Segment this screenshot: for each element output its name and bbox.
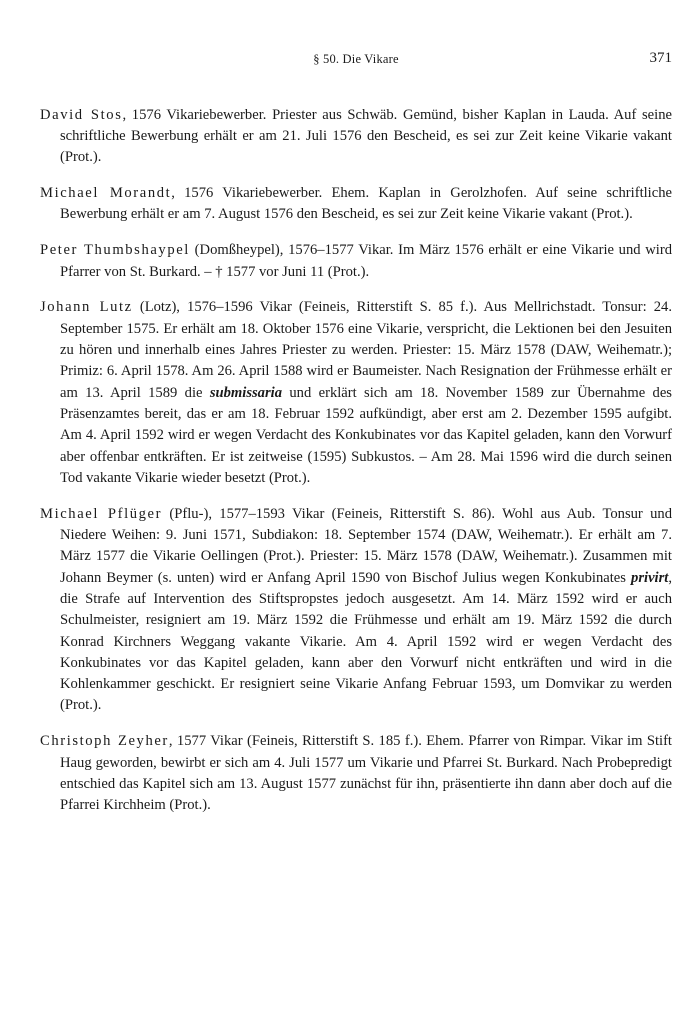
entry-michael-pflueger — [40, 504, 672, 717]
entry-text: (Domßheypel), 1576–1577 Vikar. Im März 1576 erhält er eine Vikarie und wird Pfarrer von St. Burkard. – † 1577 vor Juni 11 (Prot.). — [60, 242, 673, 280]
vicar-entries — [40, 90, 672, 829]
entry-johann-lutz — [40, 297, 672, 489]
entry-name: Michael Pflüger — [40, 505, 163, 522]
entry-christoph-zeyher — [40, 731, 672, 816]
entry-emphasis: submissaria — [209, 384, 283, 401]
entry-peter-thumbshaypel — [40, 240, 672, 283]
entry-text: , 1576 Vikariebewerber. Ehem. Kaplan in Gerolzhofen. Auf seine schriftliche Bewerbung erhält er am 7. August 1576 den Bescheid, es sei zur Zeit keine Vikarie vakant (Prot.). — [60, 185, 672, 223]
entry-david-stos — [40, 105, 672, 169]
entry-text: (Lotz), 1576–1596 Vikar (Feineis, Ritterstift S. 85 f.). Aus Mellrichstadt. Tonsur: 24. September 1575. Er erhält am 18. Oktober 1576 eine Vikarie, verspricht, die Lektionen bei den Jesuiten zu hören und innerhalb eines Jahres Priester zu werden. Priester: 15. März 1578 (DAW, Weihematr.); Primiz: 6. April 1578. Am 26. April 1588 wird er Baumeister. Nach Resignation der Frühmesse erhält er am 13. April 1589 die — [60, 299, 672, 401]
entry-name: Peter Thumbshaypel — [40, 242, 190, 259]
entry-emphasis: privirt — [631, 569, 669, 586]
entry-name: Michael Morandt — [40, 185, 172, 202]
entry-name: Christoph Zeyher — [40, 733, 169, 750]
entry-text: und erklärt sich am 18. November 1589 zur Übernahme des Präsenzamtes bereit, das er am 18. Februar 1592 aufkündigt, aber erst am 2. Dezember 1595 aufgibt. Am 4. April 1592 wird er wegen Verdacht des Konkubinates vor das Kapitel geladen, kann den Vorwurf aber offenbar entkräften. Er ist zeitweise (1595) Subkustos. – Am 28. Mai 1596 wird die durch seinen Tod vakante Vikarie wieder besetzt (Prot.). — [60, 384, 672, 486]
page-number: 371 — [649, 50, 672, 66]
entry-text: , die Strafe auf Intervention des Stiftspropstes jedoch ausgesetzt. Am 14. März 1592 wird er auch Schulmeister, resigniert am 19. März 1592 die Frühmesse und erhält am 19. März 1592 die durch Konrad Kirchners Weggang vakante Vikarie. Am 4. April 1592 wird er wegen Verdacht des Konkubinates vor das Kapitel geladen, kann aber den Vorwurf nicht entkräften und wird in die Kohlenkammer geschickt. Er resigniert seine Vikarie Anfang Februar 1593, um Domvikar zu werden (Prot.). — [60, 569, 672, 714]
entry-michael-morandt — [40, 183, 672, 226]
entry-text: (Pflu-), 1577–1593 Vikar (Feineis, Ritterstift S. 86). Wohl aus Aub. Tonsur und Niedere Weihen: 9. Juni 1571, Subdiakon: 18. September 1574 (DAW, Weihematr.). Er erhält am 7. März 1577 die Vikarie Oellingen (Prot.). Priester: 15. März 1578 (DAW, Weihematr.). Zusammen mit Johann Beymer (s. unten) wird er Anfang April 1590 von Bischof Julius wegen Konkubinates — [60, 505, 672, 586]
section-title: § 50. Die Vikare — [313, 52, 399, 66]
entry-name: Johann Lutz — [40, 299, 133, 316]
entry-text: , 1576 Vikariebewerber. Priester aus Schwäb. Gemünd, bisher Kaplan in Lauda. Auf seine schriftliche Bewerbung erhält er am 21. Juli 1576 den Bescheid, es sei zur Zeit keine Vikarie vakant (Prot.). — [60, 106, 672, 166]
entry-name: David Stos — [40, 106, 123, 123]
entry-text: , 1577 Vikar (Feineis, Ritterstift S. 185 f.). Ehem. Pfarrer von Rimpar. Vikar im Stift Haug geworden, bewirbt er sich am 4. Juli 1577 um Vikarie und Pfarrei St. Burkard. Nach Probepredigt entschied das Kapitel sich am 13. August 1577 zunächst für ihn, präsentierte ihn dann aber doch auf die Pfarrei Kirchheim (Prot.). — [60, 733, 672, 814]
running-head — [40, 52, 672, 74]
